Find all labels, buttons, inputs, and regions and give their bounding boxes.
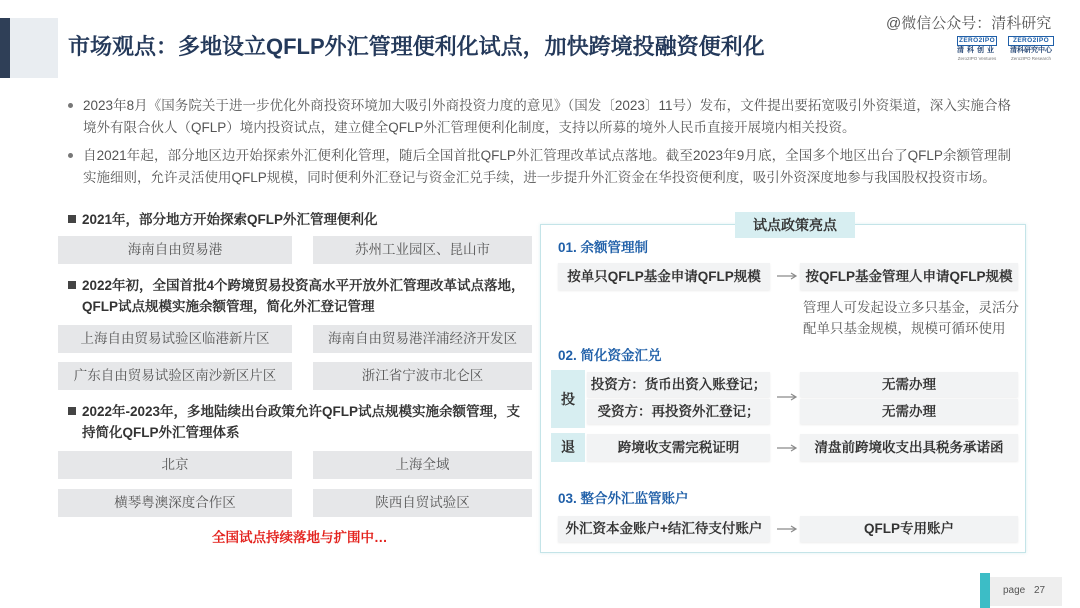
- highlights-label: 试点政策亮点: [735, 212, 855, 238]
- after-cell: 按QFLP基金管理人申请QFLP规模: [800, 263, 1018, 290]
- exit-tag: 退: [551, 433, 585, 462]
- before-cell: 外汇资本金账户+结汇待支付账户: [558, 516, 770, 542]
- page-accent-bar: [980, 573, 990, 608]
- zero2ipo-research-logo: [1005, 36, 1057, 63]
- logo-subtitle: Zero2IPO Ventures: [957, 56, 997, 61]
- rollout-heading-2022: [66, 275, 536, 317]
- page-number-box: [990, 577, 1062, 606]
- logo-name: 清科研究中心: [1010, 47, 1052, 54]
- square-bullet-icon: [68, 215, 76, 223]
- logo-name: 清科创业: [957, 47, 997, 54]
- rollout-heading-2022-2023: [66, 401, 536, 443]
- before-cell: 投资方：货币出资入账登记；: [587, 372, 770, 397]
- intro-bullet-text: 自2021年起，部分地区边开始探索外汇便利化管理，随后全国首批QFLP外汇管理改革试点落地。截至2023年9月底，全国多个地区出台了QFLP余额管理制实施细则，允许灵活使用QFLP规模，同时便利外汇登记与资金汇兑手续，进一步提升外汇资金在华投资便利度，吸引外资深度地参与我国股权投资市场。: [83, 148, 1011, 185]
- section-title-balance-management: 01. 余额管理制: [558, 240, 649, 255]
- after-cell: QFLP专用账户: [800, 516, 1018, 542]
- logo-wordmark: ZERO2IPO: [958, 37, 996, 44]
- header-accent-block: [10, 18, 58, 78]
- header-accent-bar: [0, 18, 10, 78]
- before-cell: 跨境收支需完税证明: [587, 434, 770, 461]
- dot-bullet-icon: [68, 153, 73, 158]
- arrow-right-icon: [776, 524, 798, 534]
- wechat-watermark: @微信公众号：清科研究: [886, 15, 1052, 32]
- region-box: 苏州工业园区、昆山市: [313, 236, 532, 264]
- intro-bullet-text: 2023年8月《国务院关于进一步优化外商投资环境加大吸引外商投资力度的意见》（国发〔2023〕11号）发布，文件提出要拓宽吸引外资渠道，深入实施合格境外有限合伙人（QFLP）境内投资试点，建立健全QFLP外汇管理便利化制度，支持以所募的境外人民币直接开展境内相关投资。: [83, 98, 1011, 135]
- after-cell: 无需办理: [800, 372, 1018, 397]
- region-box: 浙江省宁波市北仑区: [313, 362, 532, 390]
- rollout-heading-text: 2022年初，全国首批4个跨境贸易投资高水平开放外汇管理改革试点落地，QFLP试点规模实施余额管理，简化外汇登记管理: [82, 278, 525, 314]
- page-label: page: [1003, 585, 1026, 596]
- zero2ipo-ventures-logo: [954, 36, 1000, 63]
- region-box: 陕西自贸试验区: [313, 489, 532, 517]
- arrow-right-icon: [776, 443, 798, 453]
- region-box: 横琴粤澳深度合作区: [58, 489, 292, 517]
- rollout-footnote: 全国试点持续落地与扩围中…: [212, 530, 388, 545]
- arrow-right-icon: [776, 271, 798, 281]
- region-box: 上海自由贸易试验区临港新片区: [58, 325, 292, 353]
- page-number: 27: [1034, 585, 1046, 596]
- page-title: 市场观点：多地设立QFLP外汇管理便利化试点，加快跨境投融资便利化: [68, 34, 765, 59]
- rollout-heading-text: 2022年-2023年，多地陆续出台政策允许QFLP试点规模实施余额管理，支持简化QFLP外汇管理体系: [82, 404, 521, 440]
- square-bullet-icon: [68, 281, 76, 289]
- invest-tag: 投: [551, 370, 585, 428]
- intro-bullet: [66, 95, 1016, 139]
- square-bullet-icon: [68, 407, 76, 415]
- section-title-fund-exchange: 02. 简化资金汇兑: [558, 348, 662, 363]
- logo-wordmark: ZERO2IPO: [1008, 36, 1054, 46]
- before-cell: 按单只QFLP基金申请QFLP规模: [558, 263, 770, 290]
- section-title-account-integration: 03. 整合外汇监管账户: [558, 491, 689, 506]
- after-cell: 清盘前跨境收支出具税务承诺函: [800, 434, 1018, 461]
- before-cell: 受资方：再投资外汇登记；: [587, 399, 770, 424]
- region-box: 广东自由贸易试验区南沙新区片区: [58, 362, 292, 390]
- rollout-heading-text: 2021年，部分地方开始探索QFLP外汇管理便利化: [82, 212, 378, 227]
- region-box: 海南自由贸易港洋浦经济开发区: [313, 325, 532, 353]
- intro-bullet: [66, 145, 1016, 189]
- arrow-right-icon: [776, 392, 798, 402]
- after-cell: 无需办理: [800, 399, 1018, 424]
- dot-bullet-icon: [68, 103, 73, 108]
- logo-subtitle: Zero2IPO Research: [1010, 56, 1052, 61]
- balance-management-note: 管理人可发起设立多只基金，灵活分配单只基金规模，规模可循环使用: [803, 300, 1019, 336]
- region-box: 海南自由贸易港: [58, 236, 292, 264]
- region-box: 上海全域: [313, 451, 532, 479]
- region-box: 北京: [58, 451, 292, 479]
- rollout-heading-2021: [66, 209, 536, 230]
